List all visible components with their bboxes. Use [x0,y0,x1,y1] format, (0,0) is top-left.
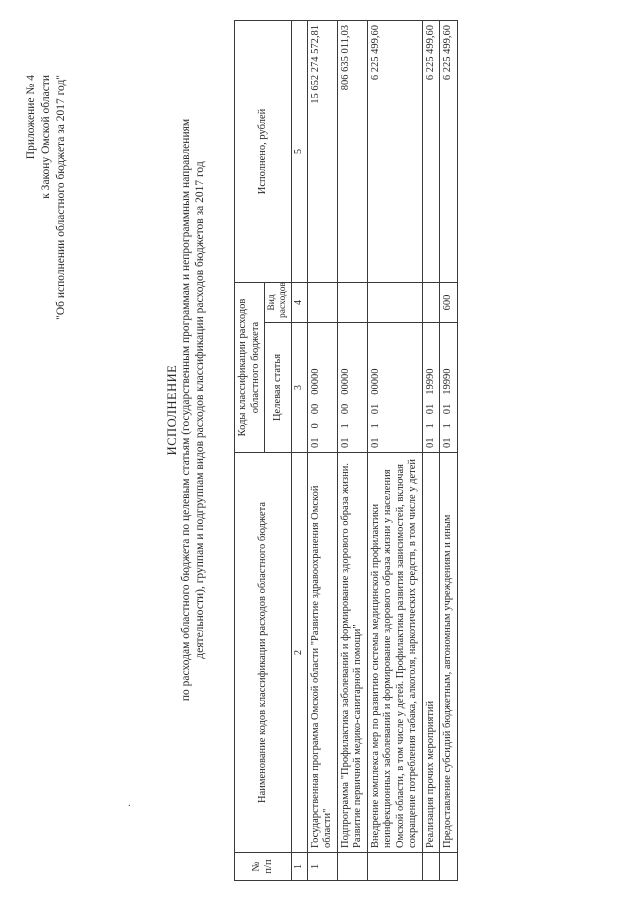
row-expense-type [367,282,422,322]
header-name: Наименование кодов классификации расходов областного бюджета [235,453,292,853]
appendix-header [24,75,69,405]
code-part: 01 [369,437,381,448]
code-part: 01 [442,437,453,448]
appendix-line-1: Приложение № 4 [25,75,37,160]
table-row [367,20,422,880]
code-part: 1 [442,423,453,429]
row-num [337,853,367,881]
code-part: 0 [309,423,321,429]
code-part: 1 [424,423,436,429]
table-row [337,20,367,880]
row-num [422,853,440,881]
code-part: 00 [309,403,321,415]
row-codes [367,323,422,453]
column-number: 5 [292,20,308,282]
row-amount: 6 225 499,60 [367,20,422,282]
code-part: 1 [369,423,381,429]
title-heading: ИСПОЛНЕНИЕ [165,364,179,456]
row-num [367,853,422,881]
code-part: 01 [424,437,436,448]
appendix-line-3: "Об исполнении областного бюджета за 2017 год" [55,75,67,320]
row-codes [307,323,337,453]
header-row-1 [235,20,265,880]
row-num [440,853,458,881]
header-expense-type: Вид расходов [265,282,292,322]
row-name: Подпрограмма "Профилактика заболеваний и формирование здорового образа жизни. Развитие первичной медико-санитарной помощи" [337,453,367,853]
code-part: 01 [369,403,381,415]
row-name: Государственная программа Омской области "Развитие здравоохранения Омской области" [307,453,337,853]
header-executed: Исполнено, рублей [235,20,292,282]
header-num: № п/п [235,853,292,881]
expenditure-table [234,20,458,881]
code-part: 01 [442,403,453,415]
column-number: 4 [292,282,308,322]
row-name: Внедрение комплекса мер по развитию системы медицинской профилактики неинфекционных заболеваний и формирование здорового образа жизни у населения Омской области, в том числе у детей. Профилактика развития зависимостей, включая сокращение потребления табака, алкоголя, наркотических средств, в том числе у детей [367,453,422,853]
table-row [440,20,458,880]
code-part: 19990 [424,368,436,395]
code-part: 1 [339,423,351,429]
code-part: 00 [339,403,351,415]
row-amount: 6 225 499,60 [422,20,440,282]
code-part: 00000 [309,368,321,395]
appendix-line-2: к Закону Омской области [40,75,52,199]
title-line-1: по расходам областного бюджета по целевым статьям (государственным программам и непрограммным направлениям [180,118,192,702]
code-part: 01 [339,437,351,448]
column-number: 2 [292,453,308,853]
row-codes [337,323,367,453]
row-amount: 6 225 499,60 [440,20,458,282]
row-amount: 806 635 011,03 [337,20,367,282]
table-row [422,20,440,880]
row-expense-type [337,282,367,322]
row-name: Реализация прочих мероприятий [422,453,440,853]
header-codes-group: Коды классификации расходов областного бюджета [235,282,265,452]
row-expense-type: 600 [440,282,458,322]
row-name: Предоставление субсидий бюджетным, автономным учреждениям и иным [440,453,458,853]
row-codes [422,323,440,453]
column-number: 1 [292,853,308,881]
code-part: 01 [424,403,436,415]
title-line-2: деятельности), группам и подгруппам видов расходов классификации расходов бюджетов за 2017 год [194,161,206,659]
code-part: 19990 [442,368,453,395]
document-title [165,80,207,740]
row-codes [440,323,458,453]
header-target: Целевая статья [265,323,292,453]
row-num: 1 [307,853,337,881]
scan-speck: · [125,803,136,807]
code-part: 00000 [339,368,351,395]
row-amount: 15 652 274 572,81 [307,20,337,282]
column-number: 3 [292,323,308,453]
row-expense-type [307,282,337,322]
column-numbers-row [292,20,308,880]
row-expense-type [422,282,440,322]
code-part: 01 [309,437,321,448]
table-row [307,20,337,880]
code-part: 00000 [369,368,381,395]
